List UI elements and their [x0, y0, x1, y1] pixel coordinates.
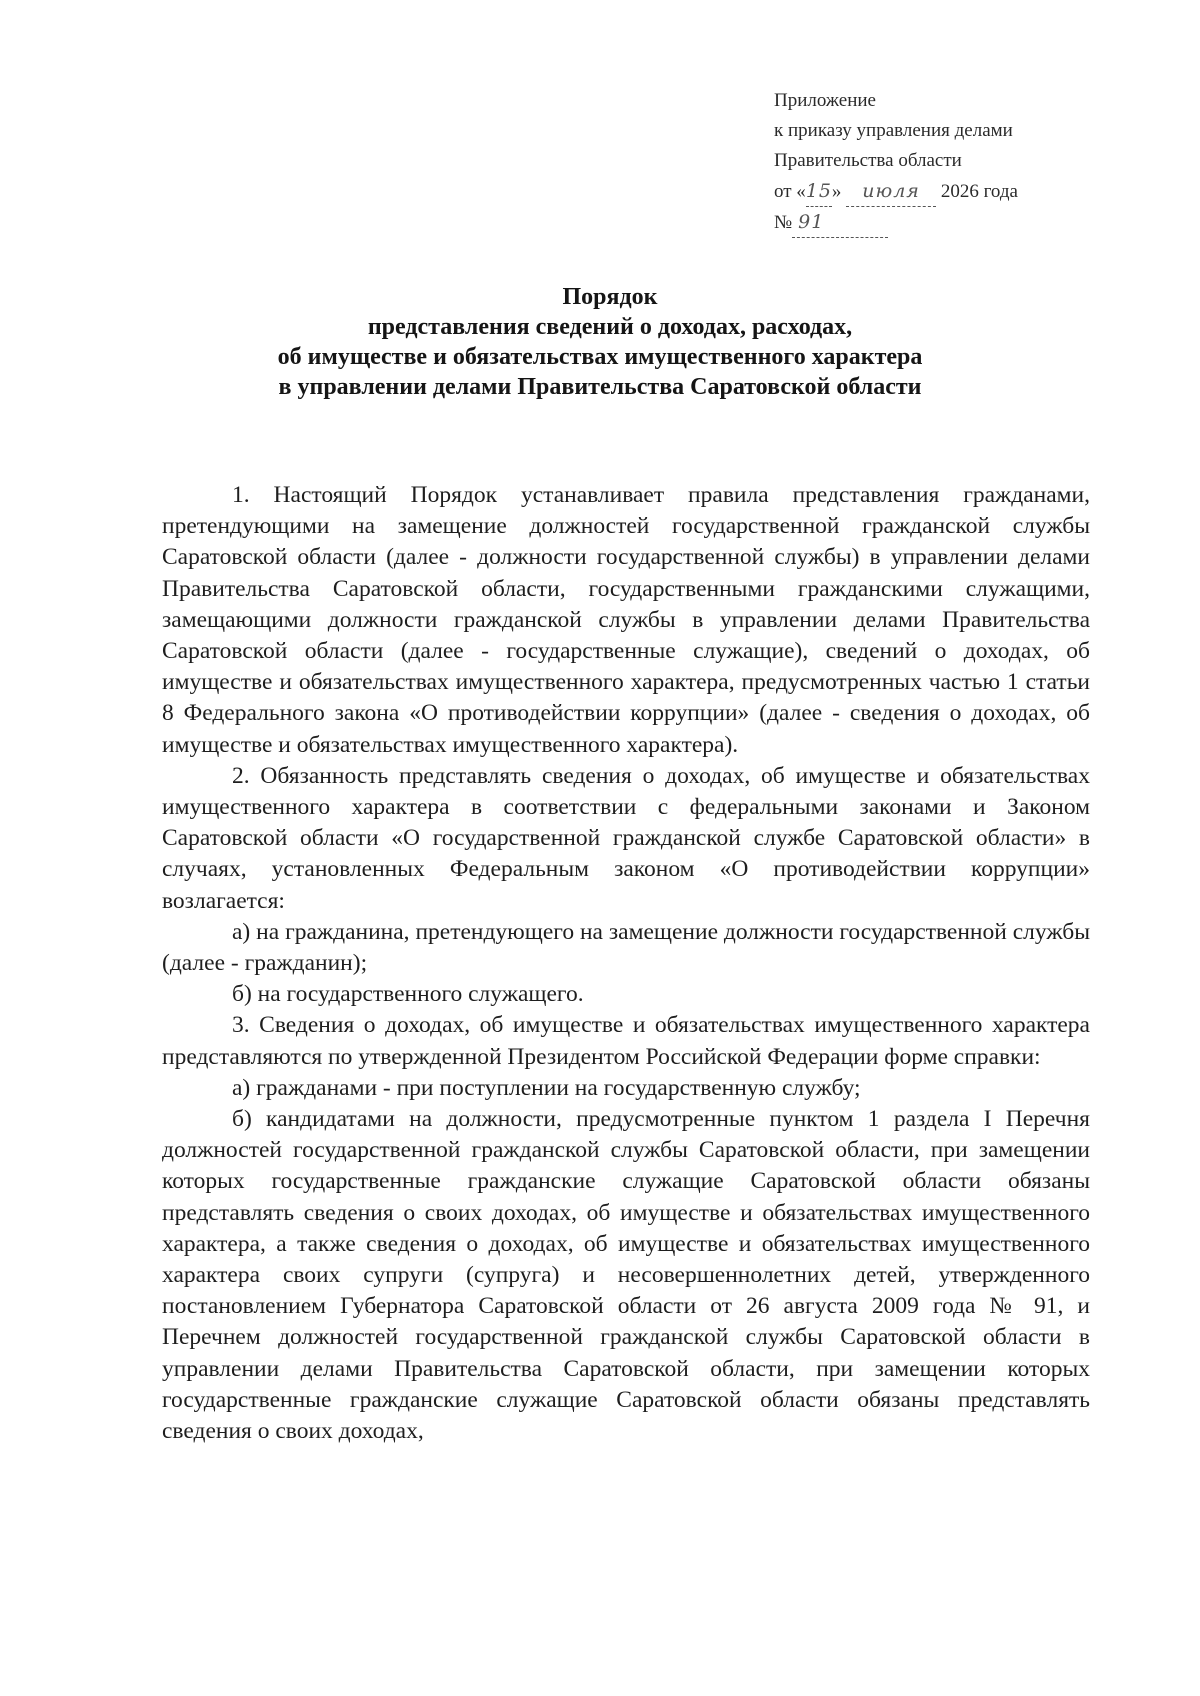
title-line-4: в управлении делами Правительства Саратовской области: [278, 374, 922, 400]
paragraph-2b: б) на государственного служащего.: [232, 981, 584, 1008]
paragraph-3a: а) гражданами - при поступлении на государственную службу;: [232, 1074, 861, 1101]
date-month-handwritten: июля: [846, 176, 936, 207]
paragraph-3b: б) кандидатами на должности, предусмотренные пунктом 1 раздела I Перечня должностей государственной гражданской службы Саратовской области, при замещении которых государственные гражданские служащие Саратовской области обязаны представлять сведения о своих доходах, об имуществе и обязательствах имущественного характера, а также сведения о доходах, об имуществе и обязательствах имущественного характера своих супруги (супруга) и несовершеннолетних детей, утвержденного постановлением Губернатора Саратовской области от 26 августа 2009 года № 91, и Перечнем должностей государственной гражданской службы Саратовской области в управлении делами Правительства Саратовской области, при замещении которых государственные гражданские служащие Саратовской области обязаны представлять сведения о своих доходах,: [162, 1106, 1090, 1445]
appendix-line-2: к приказу управления делами: [774, 120, 1013, 141]
number-prefix: №: [774, 212, 793, 233]
date-prefix: от «: [774, 181, 806, 202]
title-line-1: Порядок: [562, 284, 658, 310]
date-day-handwritten: 15: [806, 176, 832, 207]
date-mid: »: [831, 181, 842, 202]
appendix-line-3: Правительства области: [774, 150, 962, 171]
paragraph-2: 2. Обязанность представлять сведения о доходах, об имуществе и обязательствах имущественного характера в соответствии с федеральными законами и Законом Саратовской области «О государственной гражданской службе Саратовской области» в случаях, установленных Федеральным законом «О противодействии коррупции» возлагается:: [162, 762, 1090, 914]
appendix-date-line: [774, 176, 1104, 207]
appendix-number-line: [774, 207, 1104, 238]
title-line-3: об имуществе и обязательствах имущественного характера: [277, 344, 923, 370]
paragraph-3: 3. Сведения о доходах, об имуществе и обязательствах имущественного характера представляются по утвержденной Президентом Российской Федерации форме справки:: [162, 1012, 1090, 1070]
appendix-line-1: Приложение: [774, 90, 876, 111]
paragraph-2a: а) на гражданина, претендующего на замещение должности государственной службы (далее - гражданин);: [162, 918, 1090, 977]
date-suffix: 2026 года: [940, 181, 1018, 202]
document-body: [162, 480, 1090, 1447]
appendix-block: [774, 86, 1104, 238]
title-line-2: представления сведений о доходах, расходах,: [367, 314, 853, 340]
number-handwritten: 91: [792, 207, 888, 238]
document-title: [150, 282, 1050, 402]
paragraph-1: 1. Настоящий Порядок устанавливает правила представления гражданами, претендующими на замещение должностей государственной гражданской службы Саратовской области (далее - должности государственной службы) в управлении делами Правительства Саратовской области, государственными гражданскими служащими, замещающими должности гражданской службы в управлении делами Правительства Саратовской области (далее - государственные служащие), сведений о доходах, об имуществе и обязательствах имущественного характера, предусмотренных частью 1 статьи 8 Федерального закона «О противодействии коррупции» (далее - сведения о доходах, об имуществе и обязательствах имущественного характера).: [162, 482, 1090, 758]
